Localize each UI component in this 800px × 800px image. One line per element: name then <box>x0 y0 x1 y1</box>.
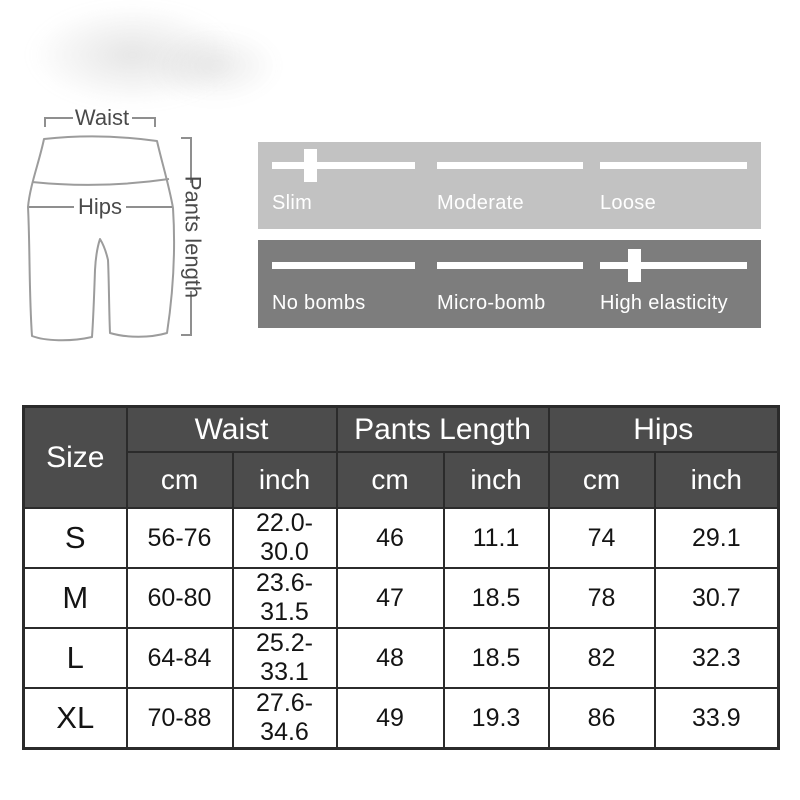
fit-option-label: Loose <box>600 192 656 214</box>
waistband-line <box>32 179 169 185</box>
shorts-measurement-diagram <box>15 95 215 350</box>
table-cell: 18.5 <box>444 628 549 688</box>
shorts-outline <box>28 136 174 340</box>
table-cell: 23.6-31.5 <box>233 568 337 628</box>
table-cell: 33.9 <box>655 688 779 749</box>
fit-scale-line <box>600 162 747 169</box>
elasticity-scale-bar <box>258 240 761 328</box>
fit-scale-line <box>437 162 583 169</box>
table-row-s <box>24 508 779 568</box>
table-subheader-row <box>24 452 779 508</box>
elasticity-scale-line <box>272 262 415 269</box>
table-cell: 60-80 <box>127 568 233 628</box>
table-cell: 32.3 <box>655 628 779 688</box>
unit-header-waist-inch: inch <box>233 452 337 508</box>
elasticity-option-label: Micro-bomb <box>437 292 546 314</box>
fit-option-label: Moderate <box>437 192 524 214</box>
elasticity-selected-marker <box>628 249 641 282</box>
table-cell: 49 <box>337 688 444 749</box>
size-cell: XL <box>24 688 127 749</box>
fit-option-loose <box>600 162 747 215</box>
size-cell: S <box>24 508 127 568</box>
table-cell: 64-84 <box>127 628 233 688</box>
unit-header-hips-cm: cm <box>549 452 655 508</box>
unit-header-length-inch: inch <box>444 452 549 508</box>
table-cell: 82 <box>549 628 655 688</box>
pants-length-label: Pants length <box>180 175 206 299</box>
elasticity-scale-line <box>437 262 583 269</box>
elasticity-scale-line <box>600 262 747 269</box>
col-header-pants-length: Pants Length <box>337 407 549 453</box>
table-cell: 70-88 <box>127 688 233 749</box>
table-cell: 48 <box>337 628 444 688</box>
col-header-waist: Waist <box>127 407 337 453</box>
table-cell: 29.1 <box>655 508 779 568</box>
table-cell: 27.6-34.6 <box>233 688 337 749</box>
table-cell: 78 <box>549 568 655 628</box>
col-header-size: Size <box>24 407 127 509</box>
unit-header-waist-cm: cm <box>127 452 233 508</box>
elasticity-option-label: High elasticity <box>600 292 728 314</box>
watermark-smudge <box>30 5 235 105</box>
table-cell: 19.3 <box>444 688 549 749</box>
table-cell: 22.0-30.0 <box>233 508 337 568</box>
table-cell: 18.5 <box>444 568 549 628</box>
fit-selected-marker <box>304 149 317 182</box>
table-header-row <box>24 407 779 453</box>
table-row-m <box>24 568 779 628</box>
table-cell: 30.7 <box>655 568 779 628</box>
table-row-l <box>24 628 779 688</box>
size-chart-table <box>22 405 780 750</box>
table-cell: 86 <box>549 688 655 749</box>
table-cell: 11.1 <box>444 508 549 568</box>
fit-option-slim <box>272 162 415 215</box>
fit-scale-line <box>272 162 415 169</box>
fit-option-moderate <box>437 162 583 215</box>
elasticity-option-high-elasticity <box>600 262 747 315</box>
table-cell: 56-76 <box>127 508 233 568</box>
watermark-smudge <box>150 28 280 103</box>
size-cell: L <box>24 628 127 688</box>
fit-scale-bar <box>258 142 761 229</box>
elasticity-option-micro-bomb <box>437 262 583 315</box>
col-header-hips: Hips <box>549 407 779 453</box>
table-cell: 47 <box>337 568 444 628</box>
size-cell: M <box>24 568 127 628</box>
unit-header-length-cm: cm <box>337 452 444 508</box>
hips-label: Hips <box>77 194 123 219</box>
table-cell: 74 <box>549 508 655 568</box>
elasticity-option-label: No bombs <box>272 292 366 314</box>
fit-option-label: Slim <box>272 192 313 214</box>
table-cell: 25.2-33.1 <box>233 628 337 688</box>
table-cell: 46 <box>337 508 444 568</box>
waist-label: Waist <box>74 105 130 130</box>
elasticity-option-no-bombs <box>272 262 415 315</box>
table-row-xl <box>24 688 779 749</box>
unit-header-hips-inch: inch <box>655 452 779 508</box>
